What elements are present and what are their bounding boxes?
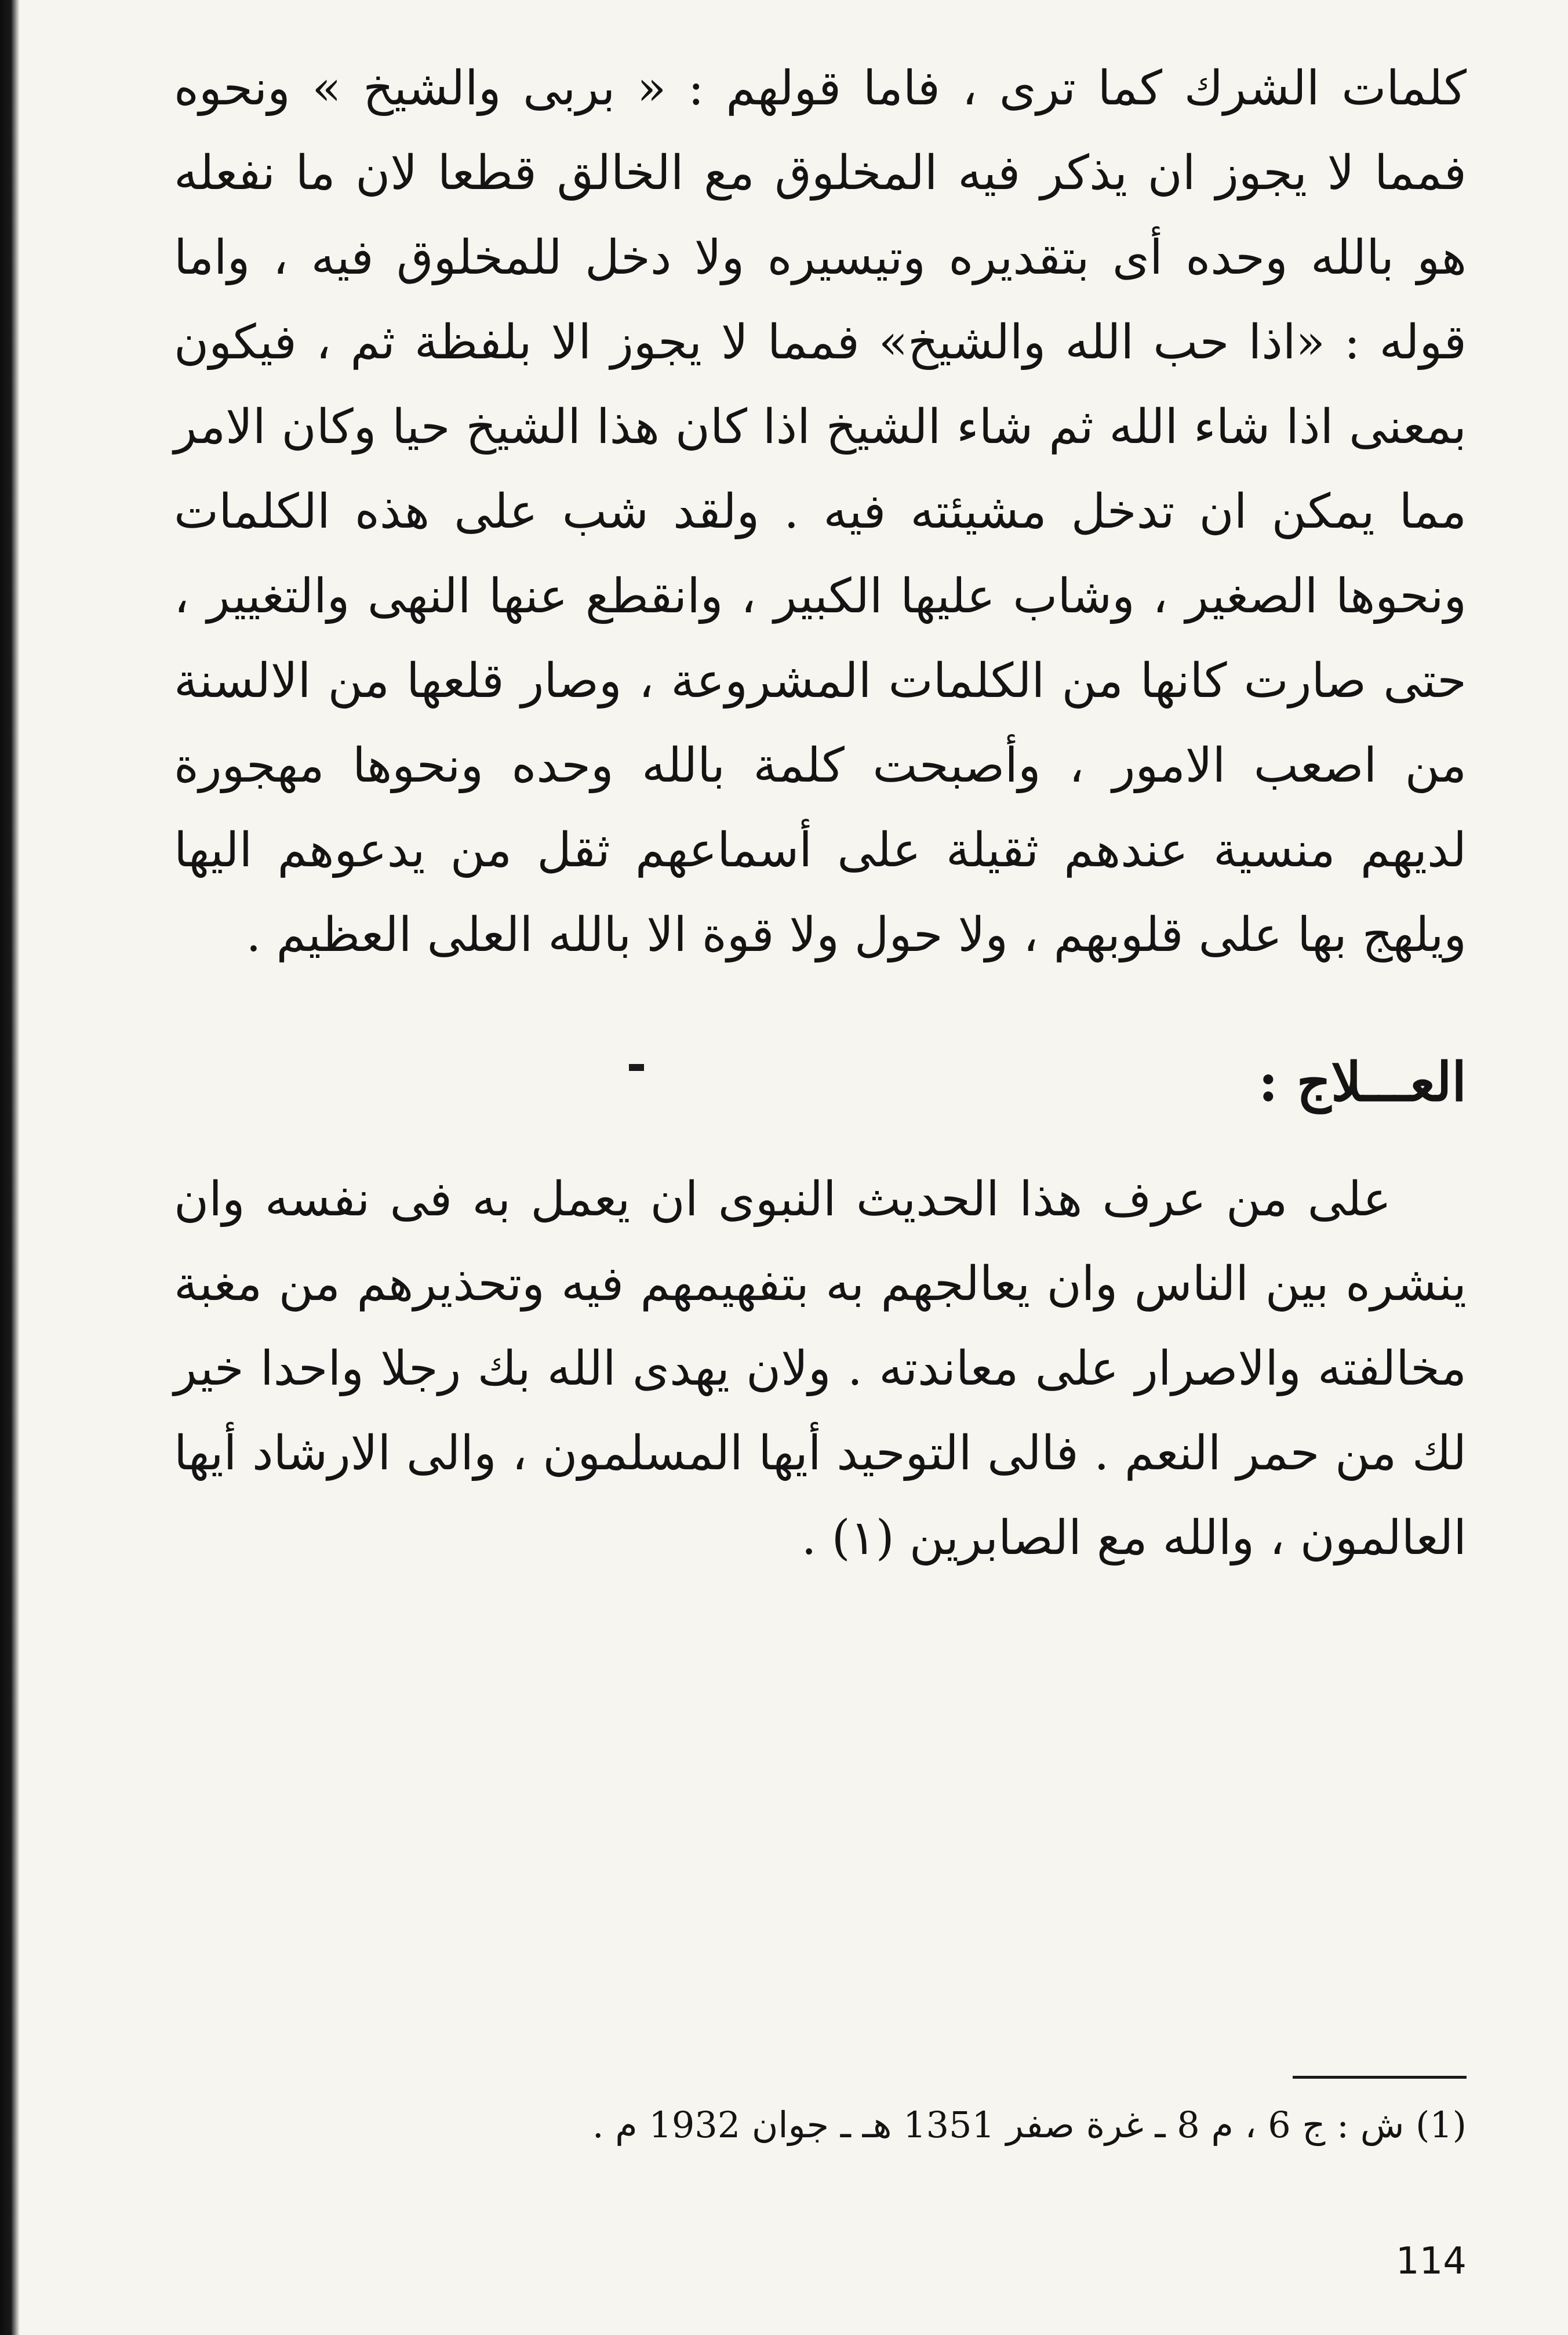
page-number: 114 <box>1395 2240 1467 2283</box>
footnote-divider <box>1293 2076 1467 2079</box>
page-body <box>174 46 1467 1581</box>
paragraph-treatment: على من عرف هذا الحديث النبوى ان يعمل به فى نفسه وان ينشره بين الناس وان يعالجهم به بتفهيمهم فيه وتحذيرهم من مغبة مخالفته والاصرار على معاندته . ولان يهدى الله بك رجلا واحدا خير لك من حمر النعم . فالى التوحيد أيها المسلمون ، والى الارشاد أيها العالمون ، والله مع الصابرين (١) . <box>174 1172 1467 1566</box>
paragraph-shirk-words: كلمات الشرك كما ترى ، فاما قولهم : « بربى والشيخ » ونحوه فمما لا يجوز ان يذكر فيه المخلوق مع الخالق قطعا لان ما نفعله هو بالله وحده أى بتقديره وتيسيره ولا دخل للمخلوق فيه ، واما قوله : «اذا حب الله والشيخ» فمما لا يجوز الا بلفظة ثم ، فيكون بمعنى اذا شاء الله ثم شاء الشيخ اذا كان هذا الشيخ حيا وكان الامر مما يمكن ان تدخل مشيئته فيه . ولقد شب على هذه الكلمات ونحوها الصغير ، وشاب عليها الكبير ، وانقطع عنها النهى والتغيير ، حتى صارت كانها من الكلمات المشروعة ، وصار قلعها من الالسنة من اصعب الامور ، وأصبحت كلمة بالله وحده ونحوها مهجورة لديهم منسية عندهم ثقيلة على أسماعهم ثقل من يدعوهم اليها ويلهج بها على قلوبهم ، ولا حول ولا قوة الا بالله العلى العظيم . <box>174 61 1467 963</box>
print-mark <box>629 1064 644 1071</box>
section-heading-treatment: العـــلاج : <box>1258 1051 1467 1113</box>
page-spine-shadow <box>0 0 20 2335</box>
footnote: (1) ش : ج 6 ، م 8 ـ غرة صفر 1351 هـ ـ جوان 1932 م . <box>592 2104 1467 2146</box>
